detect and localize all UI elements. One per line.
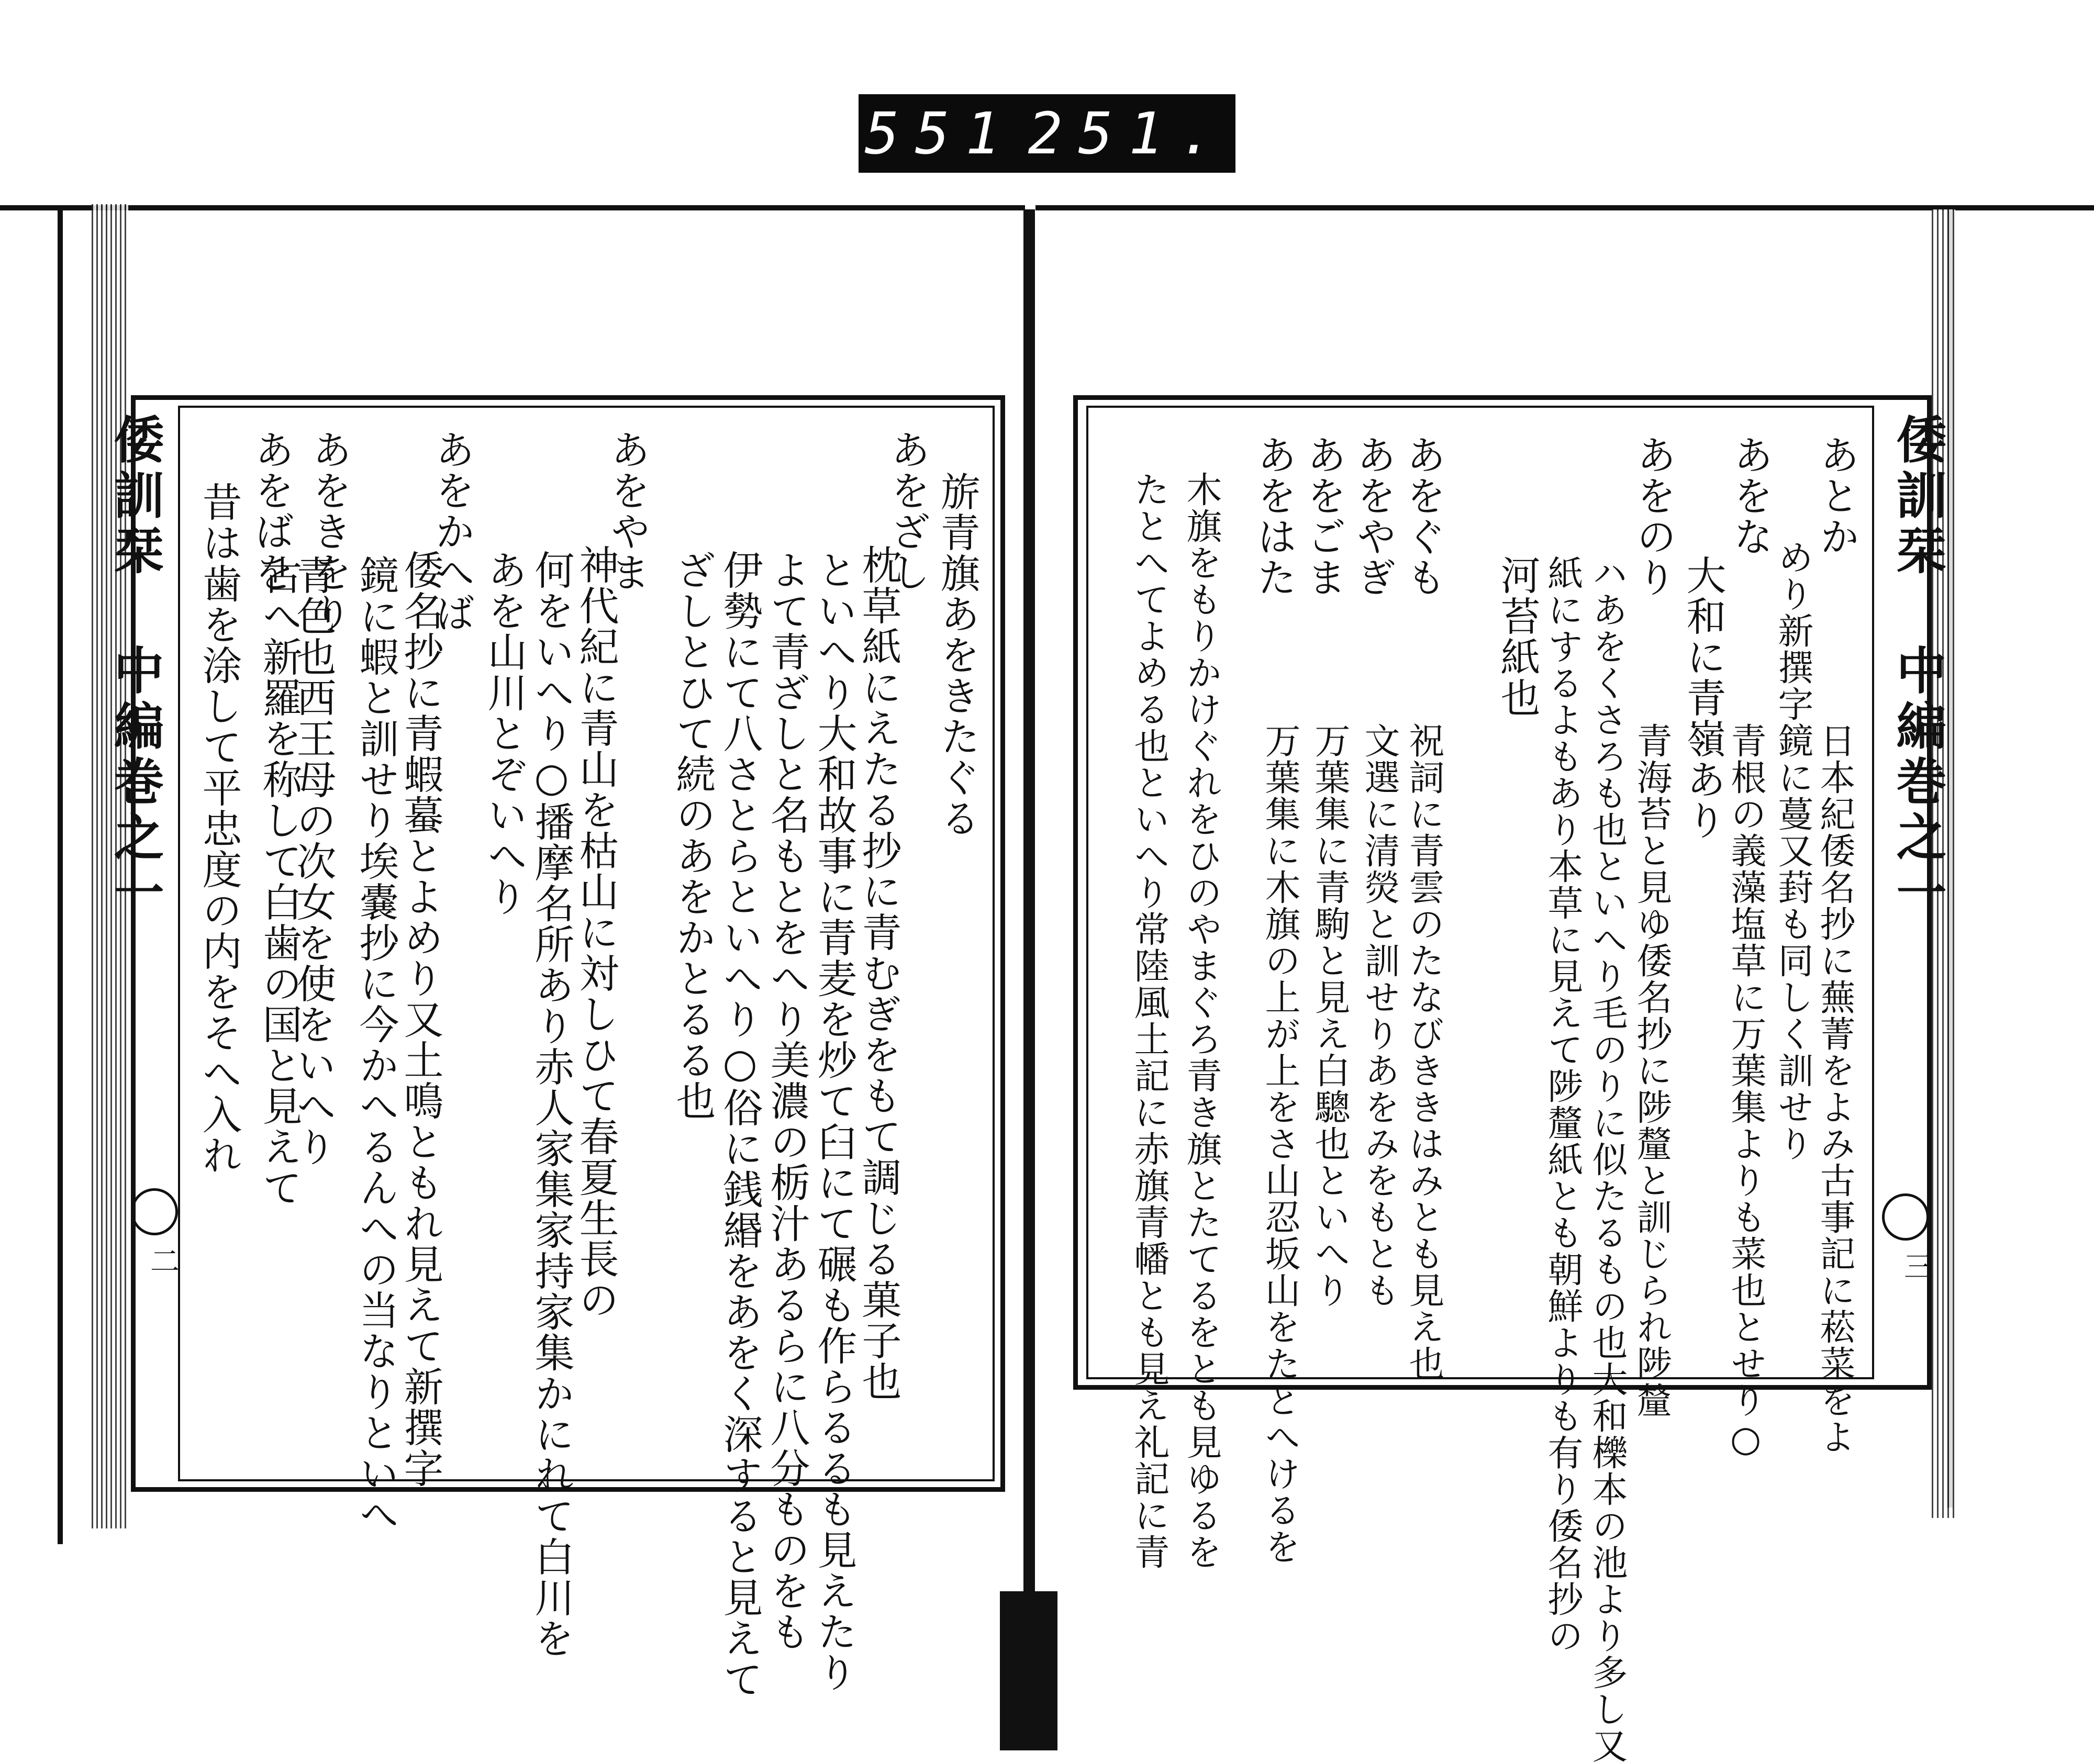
- text-column: 旂青旗あをきたぐる: [934, 471, 981, 839]
- top-scan-edge-left: [0, 205, 1025, 210]
- text-column: 青海苔と見ゆ倭名抄に陟釐と訓じられ陟釐: [1631, 722, 1672, 1419]
- text-column: よて青ざしと名もとをへり美濃の栃汁あるらに八分ものをも: [764, 550, 810, 1652]
- text-column: 神代紀に青山を枯山に対しひて春夏生長の: [573, 544, 619, 1320]
- text-column: あを山川とぞいへり: [481, 550, 528, 917]
- text-column: 祝詞に青雲のたなびききはみとも見え也: [1403, 722, 1444, 1382]
- text-column: 伊勢にて八さとらといへり○俗に銭緡をあをく深すると見えて: [717, 550, 763, 1700]
- text-column: 何をいへり○播摩名所あり赤人家集家持家集かにれて白川を: [528, 550, 575, 1659]
- text-column: あをのり: [1630, 434, 1677, 598]
- text-column: あをはた: [1251, 434, 1297, 598]
- text-column: 古へ新羅を称して白歯の国と見えて: [256, 555, 303, 1208]
- text-column: あとか: [1813, 434, 1860, 557]
- text-column: あをばを: [248, 429, 295, 593]
- text-column: めり新撰字鏡に蔓又葑も同しく訓せり: [1772, 539, 1813, 1162]
- left-page-edge-line: [58, 209, 63, 1544]
- text-column: あをやま: [604, 429, 651, 593]
- left-page-folio: 二: [146, 1246, 180, 1275]
- text-column: あをぐも: [1400, 434, 1446, 598]
- left-page-hashira: 倭訓栞 中編巻之一: [106, 414, 165, 922]
- text-column: あをかへば: [429, 429, 475, 633]
- text-column: 青色也西王母の次女を使をいへり: [290, 555, 337, 1167]
- text-column: あをな: [1727, 434, 1774, 557]
- text-column: 木旗をもりかけぐれをひのやまぐろ青き旗とたてるをとも見ゆるを: [1180, 471, 1222, 1570]
- text-column: 青根の義藻塩草に万葉集よりも菜也とせり○: [1725, 722, 1766, 1461]
- text-column: ハあをくさろも也といへり毛のりに似たるもの也大和櫟本の池より多し又: [1586, 555, 1628, 1764]
- book-spine-tail: [1000, 1591, 1057, 1750]
- text-column: 文選に清熒と訓せりあをみをもとも: [1358, 722, 1400, 1309]
- text-column: といへり大和故事に青麦を炒て臼にて碾も作らるるも見えたり: [811, 550, 857, 1693]
- catalog-number-right: 251.: [1028, 100, 1230, 167]
- text-column: 枕草紙にえたる抄に青むぎをもて調じる菓子也: [855, 544, 902, 1402]
- text-column: 河苔紙也: [1494, 555, 1541, 718]
- book-spine: [1023, 209, 1035, 1612]
- text-column: あをごま: [1300, 434, 1347, 598]
- right-page-folio: 三: [1899, 1251, 1933, 1280]
- text-column: 倭名抄に青蝦蟇とよめり又土鳴ともれ見えて新撰字: [397, 550, 444, 1489]
- text-column: 大和に青嶺あり: [1680, 555, 1727, 841]
- text-column: 日本紀倭名抄に蕪菁をよみ古事記に菘菜をよ: [1814, 722, 1855, 1455]
- right-page-hashira: 倭訓栞 中編巻之一: [1888, 414, 1947, 922]
- text-column: あをざし: [884, 429, 931, 593]
- text-column: 万葉集に木旗の上が上をさ山忍坂山をたとへけるを: [1259, 722, 1300, 1565]
- text-column: 万葉集に青駒と見え白驄也といへり: [1309, 722, 1350, 1309]
- text-column: あをきをり: [306, 429, 352, 633]
- text-column: 鏡に蝦と訓せり埃嚢抄に今かへるんへの当なりといへ: [353, 555, 399, 1535]
- text-column: 紙にするよもあり本草に見えて陟釐紙とも朝鮮よりも有り倭名抄の: [1542, 555, 1583, 1654]
- text-column: 昔は歯を涂して平忠度の内をそへ入れ: [196, 482, 242, 1176]
- left-page-folio-mark: [131, 1188, 178, 1235]
- text-column: たとへてよめる也といへり常陸風土記に赤旗青幡とも見え礼記に青: [1128, 471, 1169, 1570]
- text-column: ざしとひて続のあをかとるる也: [670, 550, 716, 1121]
- text-column: あをやぎ: [1350, 434, 1397, 598]
- catalog-number-left: 551: [864, 100, 1016, 167]
- right-page-folio-mark: [1882, 1193, 1929, 1241]
- catalog-number-label: [859, 94, 1235, 173]
